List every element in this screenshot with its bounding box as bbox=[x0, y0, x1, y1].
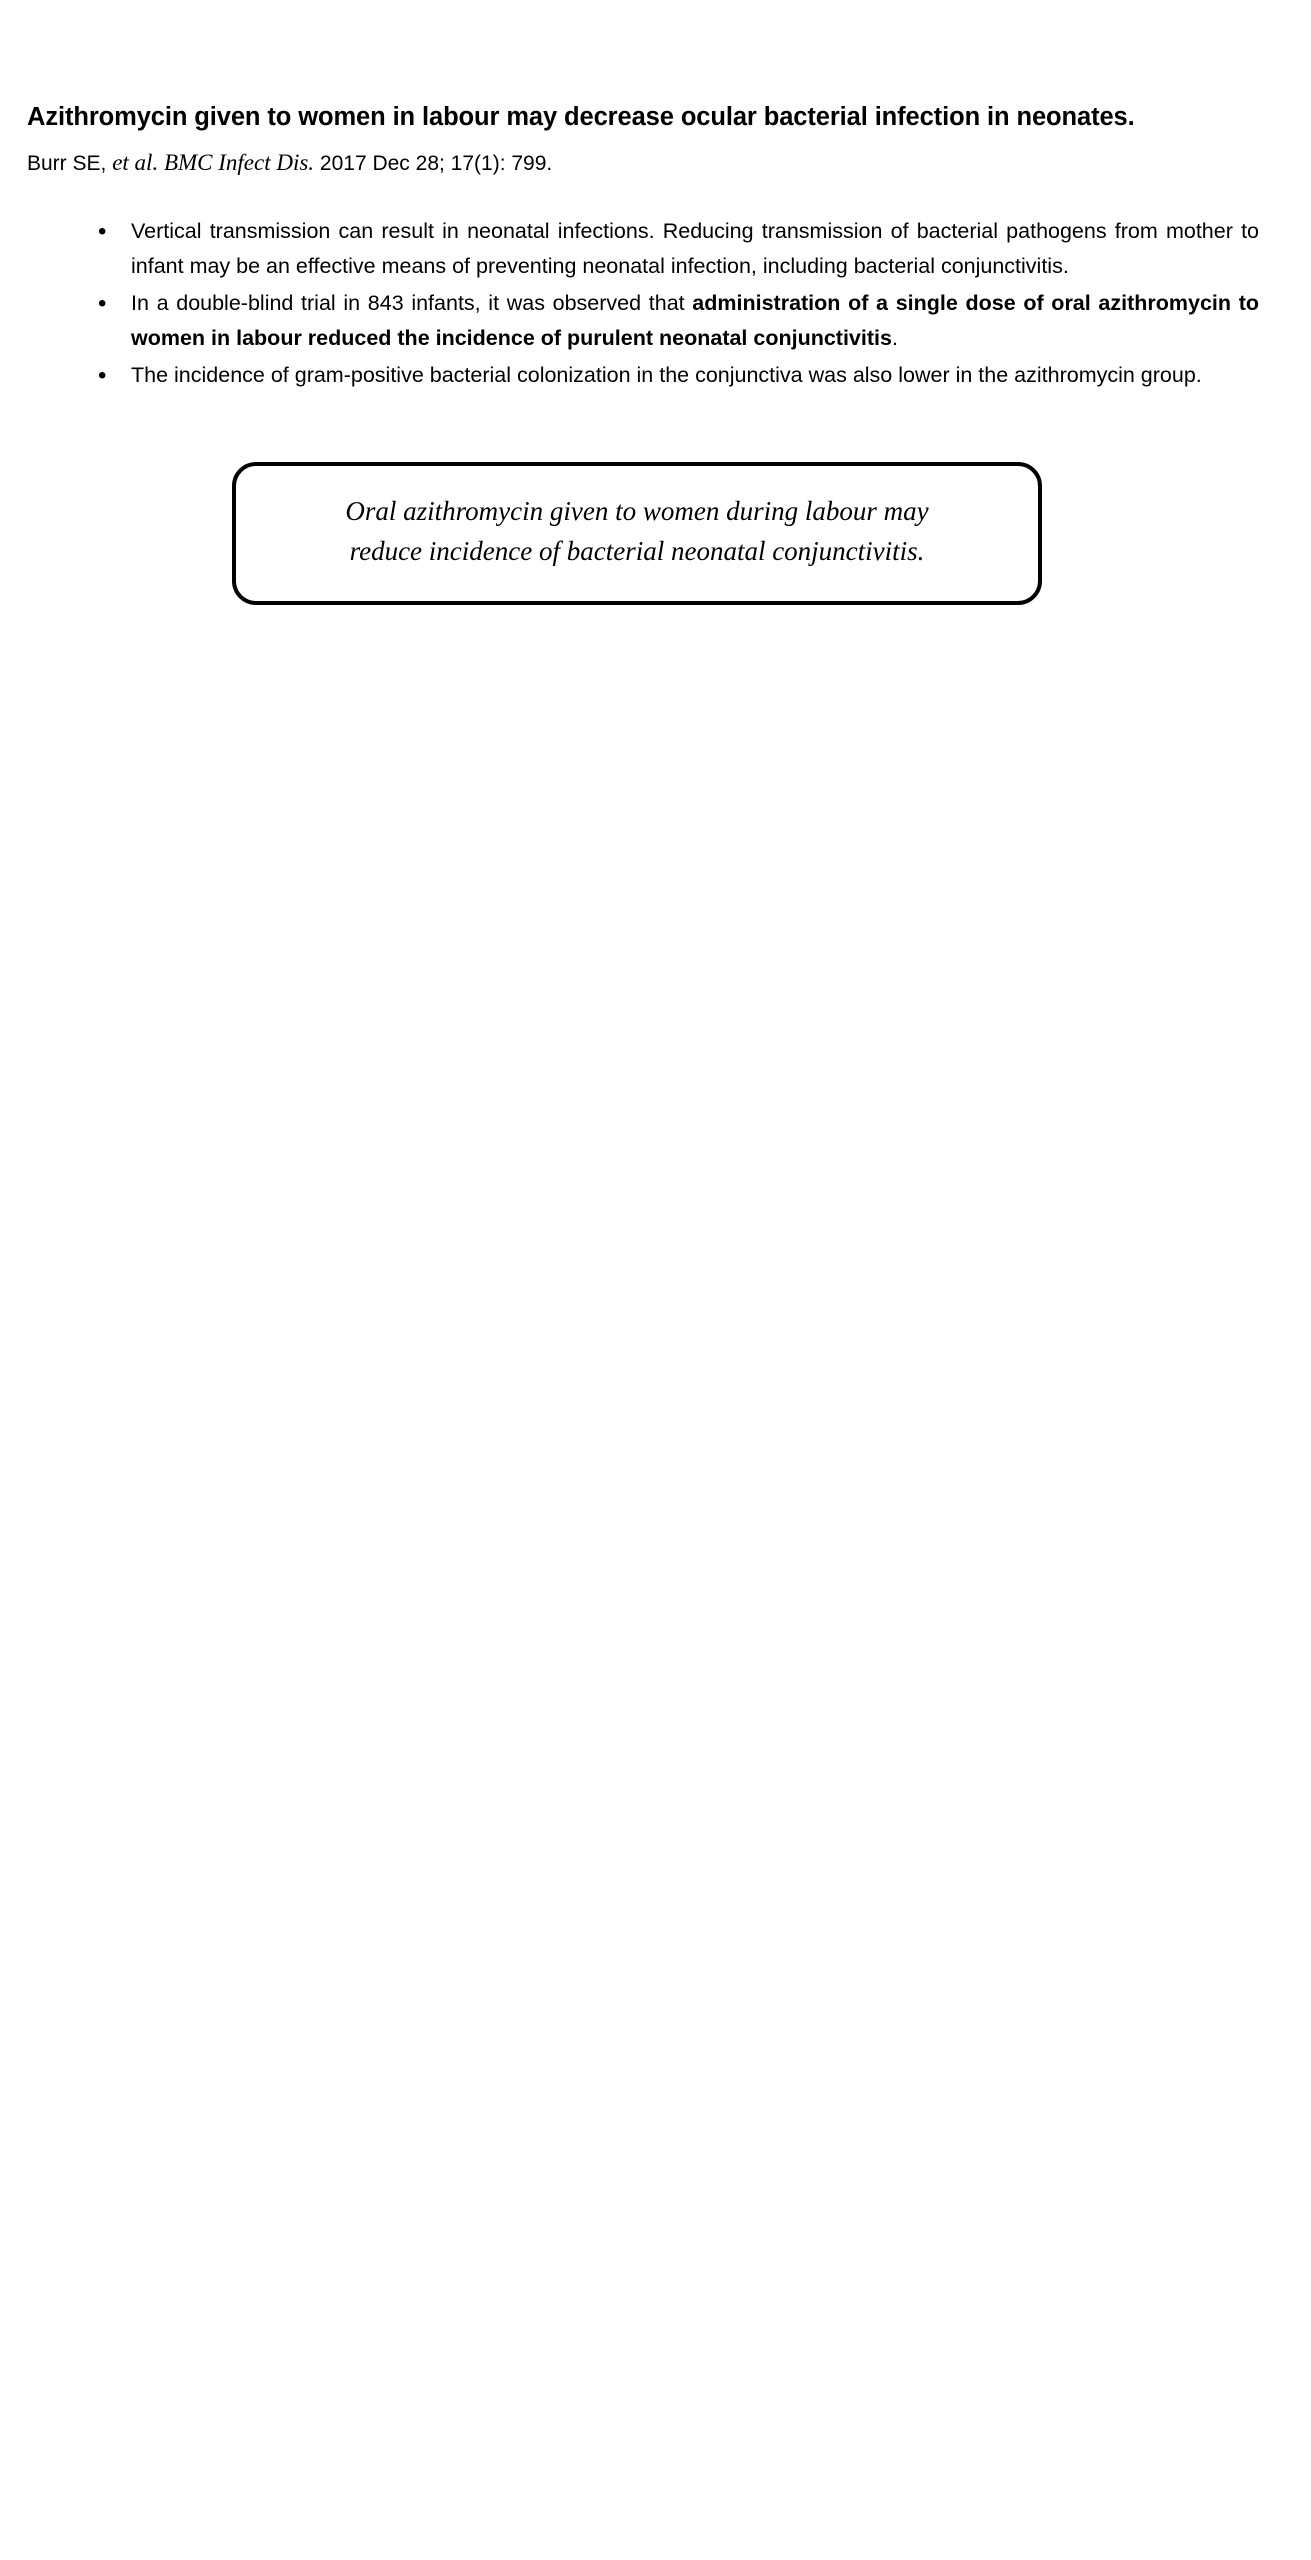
page-title: Azithromycin given to women in labour may decrease ocular bacterial infection in neonates. bbox=[27, 103, 1135, 131]
bullet-icon: • bbox=[98, 218, 107, 246]
citation-journal: et al. BMC Infect Dis. bbox=[112, 149, 315, 175]
callout-container bbox=[27, 462, 1267, 605]
callout-line-1: Oral azithromycin given to women during labour may bbox=[345, 496, 929, 527]
list-item-text: In a double-blind trial in 843 infants, it was observed that bbox=[131, 290, 693, 315]
callout-line-2: reduce incidence of bacterial neonatal conjunctivitis. bbox=[349, 535, 925, 566]
list-item-text: The incidence of gram-positive bacterial colonization in the conjunctiva was also lower in the azithromycin group. bbox=[131, 362, 1202, 387]
list-item bbox=[27, 214, 1259, 284]
list-item bbox=[27, 286, 1259, 356]
citation-line bbox=[27, 146, 1267, 181]
key-points-list bbox=[27, 214, 1267, 392]
takeaway-callout bbox=[232, 462, 1042, 605]
list-item-emphasis: administration of a single dose of oral azithromycin to women in labour reduced the incidence of purulent neonatal conjunctivitis bbox=[131, 290, 1259, 350]
document-content bbox=[27, 98, 1267, 605]
list-item-text-tail: . bbox=[891, 325, 898, 350]
list-item bbox=[27, 358, 1259, 393]
bullet-icon: • bbox=[98, 289, 107, 317]
citation-details: 2017 Dec 28; 17(1): 799. bbox=[319, 151, 553, 175]
list-item-text: Vertical transmission can result in neonatal infections. Reducing transmission of bacterial pathogens from mother to infant may be an effective means of preventing neonatal infection, including bacterial conjunctivitis. bbox=[131, 219, 1259, 279]
citation-authors: Burr SE, bbox=[27, 151, 107, 175]
bullet-icon: • bbox=[98, 361, 107, 389]
